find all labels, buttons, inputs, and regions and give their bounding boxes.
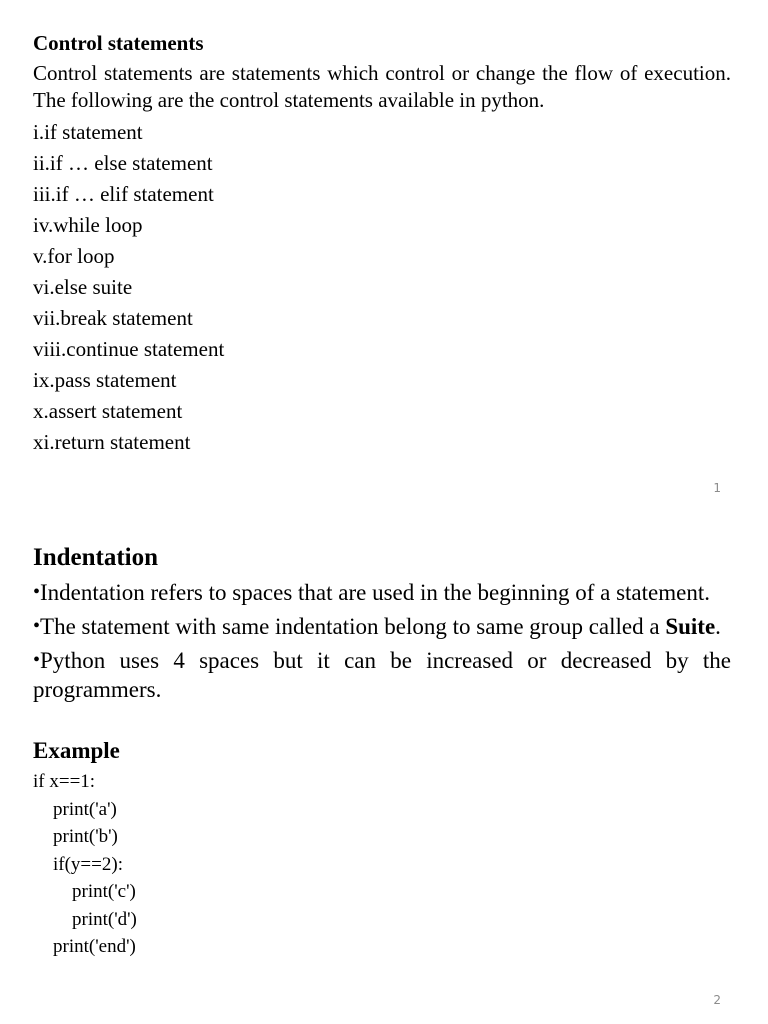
list-item: ii.if … else statement <box>33 151 213 175</box>
list-item: x.assert statement <box>33 399 183 423</box>
bullet-text: Indentation refers to spaces that are used in the beginning of a statement. <box>40 580 710 605</box>
code-line: print('a') <box>53 798 117 820</box>
control-statement-list <box>33 117 224 458</box>
bullet-icon: • <box>33 581 41 603</box>
bullet-item <box>33 612 731 641</box>
example-heading: Example <box>33 738 120 763</box>
code-line: print('b') <box>53 826 118 847</box>
bullet-text-end: . <box>715 614 721 639</box>
code-line: print('d') <box>72 908 137 930</box>
list-item: v.for loop <box>33 244 115 268</box>
bullet-icon: • <box>33 615 41 637</box>
page-number: 2 <box>713 993 721 1007</box>
code-example <box>33 768 137 961</box>
bullet-item <box>33 578 731 607</box>
code-line: if(y==2): <box>53 853 123 875</box>
bullet-item <box>33 646 731 704</box>
list-item: vii.break statement <box>33 306 193 330</box>
list-item: iii.if … elif statement <box>33 182 214 206</box>
bullet-icon: • <box>33 649 41 671</box>
code-line: print('c') <box>72 881 136 902</box>
list-item: ix.pass statement <box>33 368 177 392</box>
slide-2 <box>0 512 768 1024</box>
bullet-text: The statement with same indentation belong to same group called a <box>40 614 666 639</box>
page-number: 1 <box>713 481 721 495</box>
list-item: xi.return statement <box>33 430 191 454</box>
slide-title: Control statements <box>33 31 204 55</box>
bullet-bold-term: Suite <box>665 614 716 639</box>
intro-paragraph: Control statements are statements which control or change the flow of execution. The following are the control statements available in python. <box>33 61 731 112</box>
bullet-text: Python uses 4 spaces but it can be increased or decreased by the programmers. <box>33 648 731 702</box>
list-item: i.if statement <box>33 120 143 144</box>
slide-title: Indentation <box>33 544 159 571</box>
list-item: viii.continue statement <box>33 337 225 361</box>
code-line: if x==1: <box>33 771 96 792</box>
list-item: iv.while loop <box>33 213 143 237</box>
list-item: vi.else suite <box>33 275 133 299</box>
bullet-list <box>33 578 731 709</box>
code-line: print('end') <box>53 936 136 957</box>
